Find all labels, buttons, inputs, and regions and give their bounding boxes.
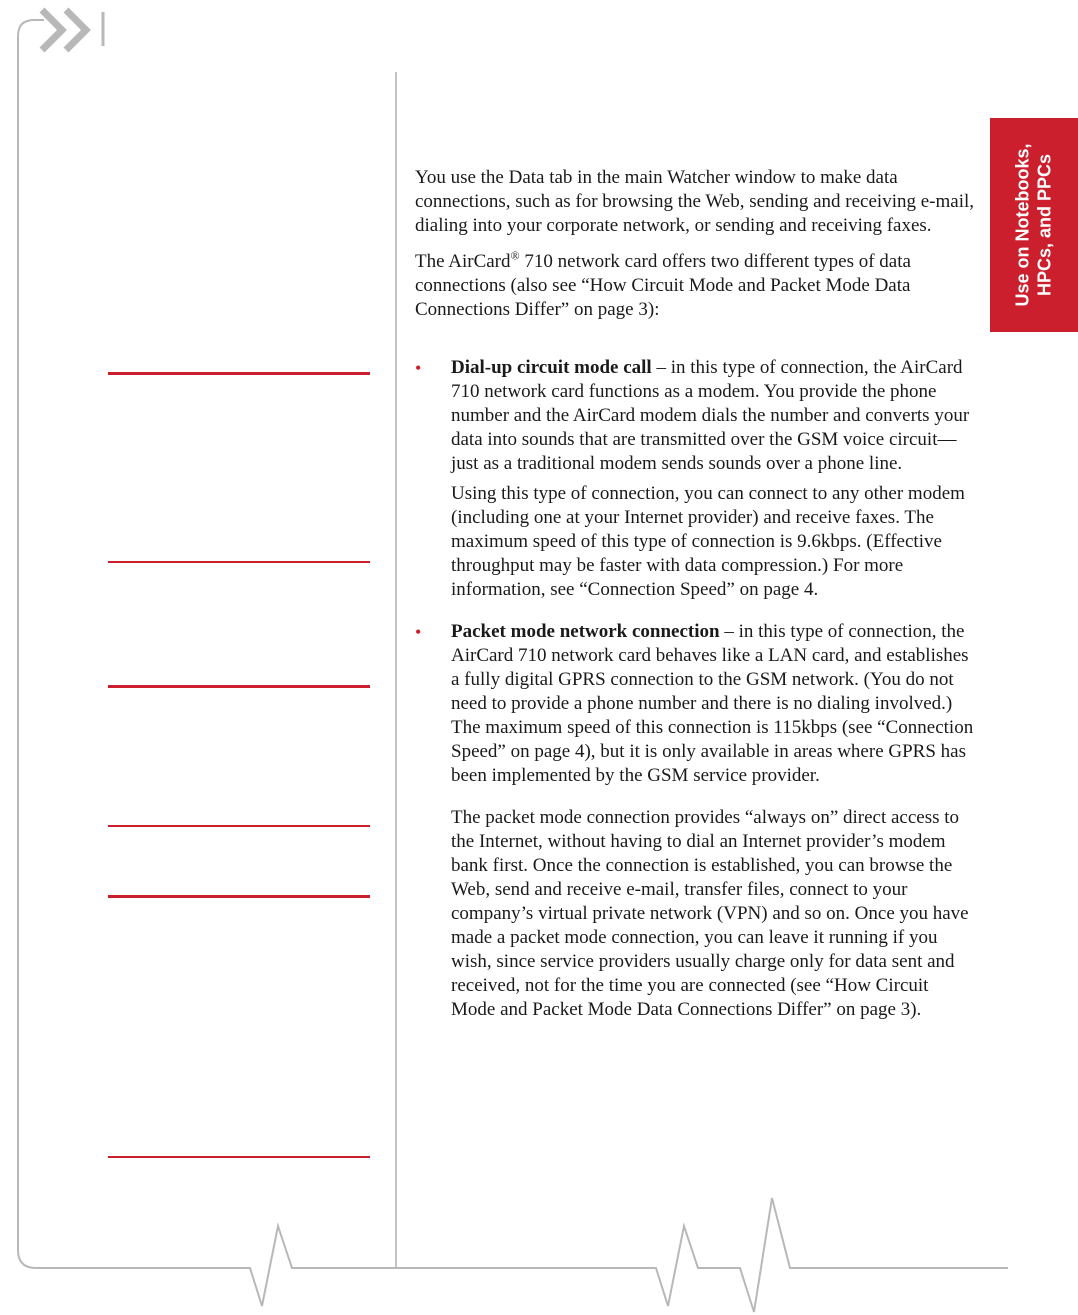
chapter-tab-line-1: Use on Notebooks, (1013, 143, 1033, 307)
intro-paragraph-2 (415, 250, 975, 322)
bullet-icon: • (415, 358, 422, 378)
term-packet-mode: Packet mode network connection (451, 621, 720, 642)
detail-circuit-mode: Using this type of connection, you can connect to any other modem (including one at your Internet provider) and receive faxes. The maximum speed of this type of connection is 9.6kbps. (Effective throughput may be faster with data compression.) For more information, see “Connection Speed” on page 4. (451, 483, 965, 600)
heartbeat-line-icon (18, 1198, 1008, 1312)
chapter-tab-line-2: HPCs, and PPCs (1035, 153, 1055, 297)
margin-rule (108, 1156, 370, 1158)
bullet-icon: • (415, 622, 422, 642)
double-chevron-logo-icon (18, 10, 103, 1250)
chapter-tab-label (1012, 143, 1056, 306)
list-item-circuit-mode (415, 356, 975, 476)
term-circuit-mode: Dial-up circuit mode call (451, 357, 652, 378)
margin-rule (108, 825, 370, 827)
intro-text: 710 network card offers two different types of data connections (also see “How Circuit Mode and Packet Mode Data Connections Differ” on page 3): (415, 251, 911, 320)
list-item-circuit-mode-detail (415, 482, 975, 602)
intro-paragraph: You use the Data tab in the main Watcher window to make data connections, such as for browsing the Web, sending and receiving e-mail, dialing into your corporate network, or sending and receiving faxes. (415, 167, 974, 236)
description-circuit-mode: – in this type of connection, the AirCard 710 network card functions as a modem. You provide the phone number and the AirCard modem dials the number and converts your data into sounds that are transmitted over the GSM voice circuit—just as a traditional modem sends sounds over a phone line. (451, 357, 970, 474)
margin-rule (108, 372, 370, 375)
list-item-packet-mode-detail (415, 806, 975, 1022)
list-item-packet-mode (415, 620, 975, 788)
registered-mark: ® (510, 248, 520, 263)
body-text (415, 166, 975, 1022)
chapter-tab[interactable] (990, 118, 1078, 332)
margin-rule (108, 685, 370, 688)
detail-packet-mode: The packet mode connection provides “always on” direct access to the Internet, without having to dial an Internet provider’s modem bank first. Once the connection is established, you can browse the Web, send and receive e-mail, transfer files, connect to your company’s virtual private network (VPN) and so on. Once you have made a packet mode connection, you can leave it running if you wish, since service providers usually charge only for data sent and received, not for the time you are connected (see “How Circuit Mode and Packet Mode Data Connections Differ” on page 3). (451, 807, 969, 1020)
description-packet-mode: – in this type of connection, the AirCard 710 network card behaves like a LAN card, and establishes a fully digital GPRS connection to the GSM network. (You do not need to provide a phone number and there is no dialing involved.) The maximum speed of this connection is 115kbps (see “Connection Speed” on page 4), but it is only available in areas where GPRS has been implemented by the GSM service provider. (451, 621, 974, 786)
product-name: The AirCard (415, 251, 511, 272)
margin-rule (108, 895, 370, 898)
margin-rule (108, 561, 370, 563)
